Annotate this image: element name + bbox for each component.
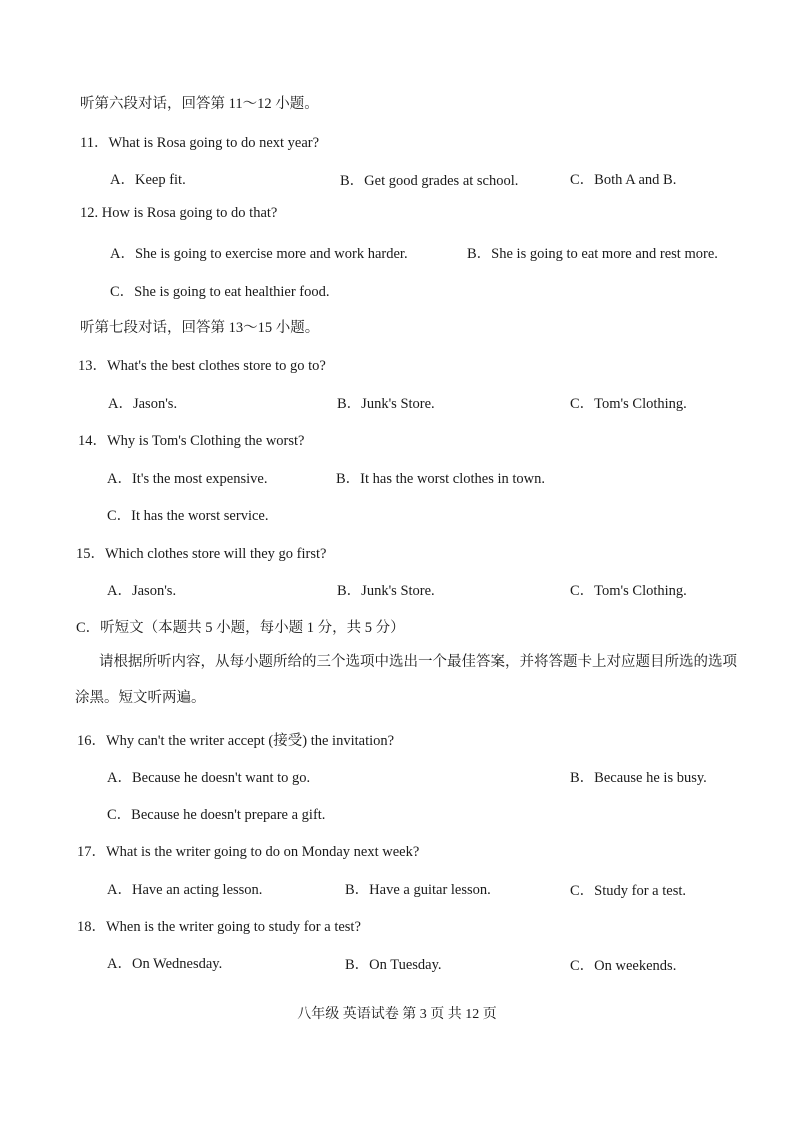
question-12-option-c: C．She is going to eat healthier food.	[110, 284, 330, 300]
question-13-option-c: C．Tom's Clothing.	[570, 396, 687, 412]
question-15-option-b: B．Junk's Store.	[337, 583, 435, 599]
question-18-stem: 18．When is the writer going to study for a test?	[77, 919, 361, 935]
question-16-option-c: C．Because he doesn't prepare a gift.	[107, 807, 326, 823]
question-16-stem: 16．Why can't the writer accept (接受) the invitation?	[77, 733, 395, 749]
question-12-option-a: A．She is going to exercise more and work harder.	[110, 246, 408, 262]
question-17-option-b: B．Have a guitar lesson.	[345, 882, 491, 898]
question-11-option-a: A．Keep fit.	[110, 172, 186, 188]
page-footer: 八年级 英语试卷 第 3 页 共 12 页	[297, 1007, 497, 1022]
question-11-stem: 11．What is Rosa going to do next year?	[80, 135, 320, 151]
question-14-stem: 14．Why is Tom's Clothing the worst?	[78, 433, 305, 449]
question-17-option-c: C．Study for a test.	[570, 883, 686, 899]
question-15-option-c: C．Tom's Clothing.	[570, 583, 687, 599]
question-13-option-b: B．Junk's Store.	[337, 396, 435, 412]
question-18-option-c: C．On weekends.	[570, 958, 677, 974]
question-17-option-a: A．Have an acting lesson.	[107, 882, 263, 898]
question-13-option-a: A．Jason's.	[108, 396, 178, 412]
question-11-option-c: C．Both A and B.	[570, 172, 677, 188]
question-16-option-a: A．Because he doesn't want to go.	[107, 770, 311, 786]
question-14-option-b: B．It has the worst clothes in town.	[336, 471, 546, 487]
question-18-option-a: A．On Wednesday.	[107, 956, 223, 972]
section-header-7: 听第七段对话，回答第 13～15 小题。	[80, 320, 320, 336]
question-14-option-a: A．It's the most expensive.	[107, 471, 268, 487]
question-12-option-b: B．She is going to eat more and rest more.	[467, 246, 718, 262]
question-18-option-b: B．On Tuesday.	[345, 957, 442, 973]
question-13-stem: 13．What's the best clothes store to go to?	[78, 358, 326, 374]
question-17-stem: 17．What is the writer going to do on Monday next week?	[77, 844, 420, 860]
question-16-option-b: B．Because he is busy.	[570, 770, 707, 786]
section-header-6: 听第六段对话，回答第 11～12 小题。	[80, 96, 319, 112]
question-15-option-a: A．Jason's.	[107, 583, 177, 599]
question-15-stem: 15．Which clothes store will they go first?	[76, 546, 327, 562]
question-12-stem: 12. How is Rosa going to do that?	[80, 205, 278, 221]
question-11-option-b: B．Get good grades at school.	[340, 173, 519, 189]
part-c-title: C．听短文（本题共 5 小题，每小题 1 分，共 5 分）	[76, 620, 405, 636]
part-c-instructions: 请根据所听内容，从每小题所给的三个选项中选出一个最佳答案，并将答题卡上对应题目所选的选项涂黑。短文听两遍。	[75, 654, 737, 706]
question-14-option-c: C．It has the worst service.	[107, 508, 269, 524]
